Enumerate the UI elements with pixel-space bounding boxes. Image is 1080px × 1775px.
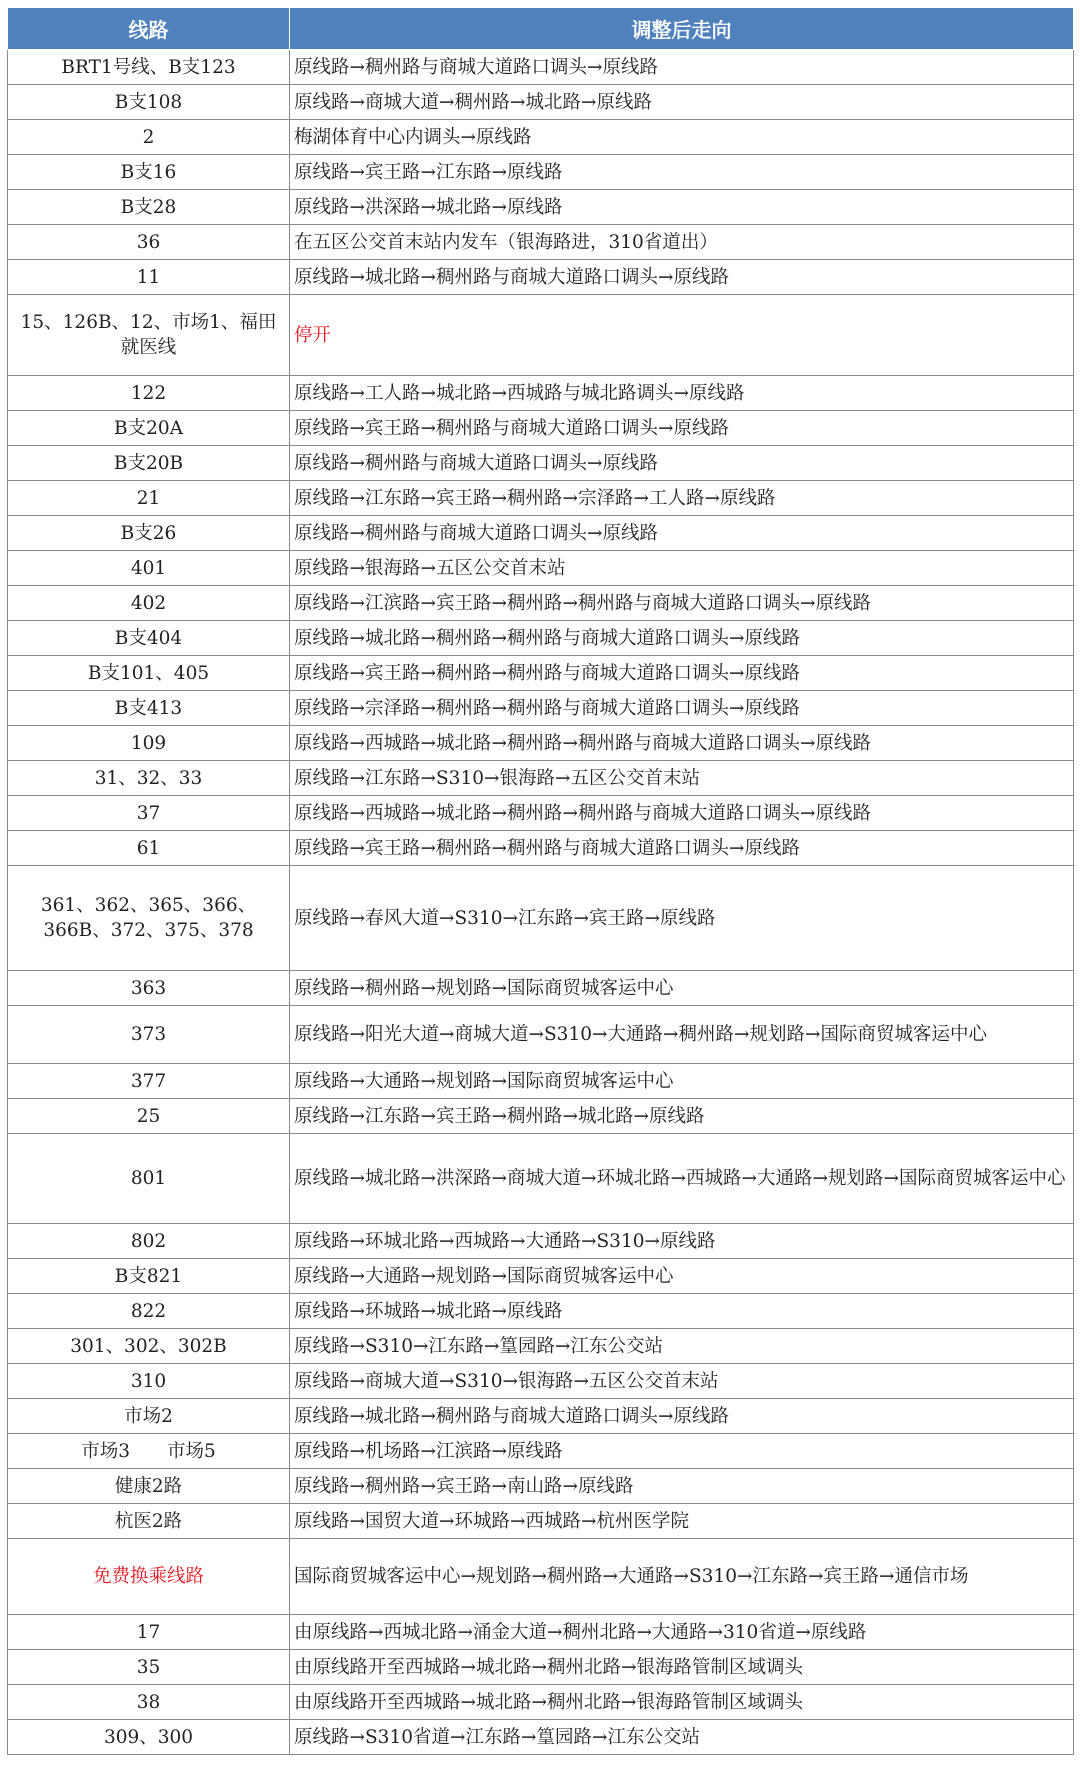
- route-cell: 2: [8, 120, 290, 155]
- table-row: [8, 1469, 1074, 1504]
- route-cell: B支28: [8, 190, 290, 225]
- table-row: [8, 225, 1074, 260]
- route-cell: 402: [8, 586, 290, 621]
- table-row: [8, 656, 1074, 691]
- route-cell: 17: [8, 1615, 290, 1650]
- direction-cell: 原线路→S310→江东路→篁园路→江东公交站: [290, 1329, 1074, 1364]
- direction-cell: 原线路→西城路→城北路→稠州路→稠州路与商城大道路口调头→原线路: [290, 726, 1074, 761]
- route-cell: 401: [8, 551, 290, 586]
- table-row: [8, 120, 1074, 155]
- route-cell: 15、126B、12、市场1、福田就医线: [8, 295, 290, 376]
- route-cell: B支101、405: [8, 656, 290, 691]
- route-cell: B支821: [8, 1259, 290, 1294]
- table-row: [8, 1294, 1074, 1329]
- route-cell: 373: [8, 1006, 290, 1064]
- table-row: [8, 85, 1074, 120]
- direction-cell: 原线路→城北路→洪深路→商城大道→环城北路→西城路→大通路→规划路→国际商贸城客运中心: [290, 1134, 1074, 1224]
- table-row: [8, 1615, 1074, 1650]
- direction-cell: 原线路→江东路→宾王路→稠州路→城北路→原线路: [290, 1099, 1074, 1134]
- route-cell: B支413: [8, 691, 290, 726]
- table-row: [8, 481, 1074, 516]
- route-cell: 36: [8, 225, 290, 260]
- direction-cell: 在五区公交首末站内发车（银海路进，310省道出）: [290, 225, 1074, 260]
- route-cell: 377: [8, 1064, 290, 1099]
- table-header-row: [8, 8, 1074, 50]
- route-cell: 301、302、302B: [8, 1329, 290, 1364]
- table-row: [8, 516, 1074, 551]
- direction-cell: 原线路→稠州路→规划路→国际商贸城客运中心: [290, 971, 1074, 1006]
- direction-cell: 原线路→宾王路→稠州路→稠州路与商城大道路口调头→原线路: [290, 831, 1074, 866]
- route-cell: 31、32、33: [8, 761, 290, 796]
- route-cell: B支108: [8, 85, 290, 120]
- direction-cell: 由原线路开至西城路→城北路→稠州北路→银海路管制区域调头: [290, 1685, 1074, 1720]
- direction-cell: 原线路→环城路→城北路→原线路: [290, 1294, 1074, 1329]
- table-row: [8, 586, 1074, 621]
- table-row: [8, 1006, 1074, 1064]
- table-row: [8, 1650, 1074, 1685]
- direction-cell: 原线路→宾王路→江东路→原线路: [290, 155, 1074, 190]
- table-row: [8, 551, 1074, 586]
- table-row: [8, 1099, 1074, 1134]
- route-cell: 37: [8, 796, 290, 831]
- table-row: [8, 1504, 1074, 1539]
- direction-cell: 原线路→宾王路→稠州路→稠州路与商城大道路口调头→原线路: [290, 656, 1074, 691]
- route-cell: B支20A: [8, 411, 290, 446]
- route-cell: 杭医2路: [8, 1504, 290, 1539]
- direction-cell: 原线路→稠州路与商城大道路口调头→原线路: [290, 516, 1074, 551]
- direction-cell: 原线路→春风大道→S310→江东路→宾王路→原线路: [290, 866, 1074, 971]
- route-cell: B支26: [8, 516, 290, 551]
- table-row: [8, 295, 1074, 376]
- direction-cell: 原线路→商城大道→S310→银海路→五区公交首末站: [290, 1364, 1074, 1399]
- table-row: [8, 621, 1074, 656]
- direction-cell: 原线路→阳光大道→商城大道→S310→大通路→稠州路→规划路→国际商贸城客运中心: [290, 1006, 1074, 1064]
- route-adjustment-table: [7, 7, 1074, 1755]
- table-row: [8, 1064, 1074, 1099]
- route-cell: B支20B: [8, 446, 290, 481]
- route-cell: 309、300: [8, 1720, 290, 1755]
- direction-cell: 原线路→环城北路→西城路→大通路→S310→原线路: [290, 1224, 1074, 1259]
- table-row: [8, 376, 1074, 411]
- table-row: [8, 155, 1074, 190]
- route-cell: 802: [8, 1224, 290, 1259]
- direction-cell: 原线路→稠州路与商城大道路口调头→原线路: [290, 446, 1074, 481]
- direction-cell: 原线路→洪深路→城北路→原线路: [290, 190, 1074, 225]
- direction-cell: 原线路→江滨路→宾王路→稠州路→稠州路与商城大道路口调头→原线路: [290, 586, 1074, 621]
- direction-cell: 由原线路→西城北路→涌金大道→稠州北路→大通路→310省道→原线路: [290, 1615, 1074, 1650]
- direction-cell: 原线路→城北路→稠州路与商城大道路口调头→原线路: [290, 1399, 1074, 1434]
- direction-cell: 原线路→城北路→稠州路与商城大道路口调头→原线路: [290, 260, 1074, 295]
- direction-cell: 原线路→江东路→S310→银海路→五区公交首末站: [290, 761, 1074, 796]
- table-row: [8, 260, 1074, 295]
- route-cell: 38: [8, 1685, 290, 1720]
- header-route: 线路: [8, 8, 290, 50]
- route-cell: 361、362、365、366、366B、372、375、378: [8, 866, 290, 971]
- direction-cell: 原线路→国贸大道→环城路→西城路→杭州医学院: [290, 1504, 1074, 1539]
- table-row: [8, 1329, 1074, 1364]
- direction-cell: 原线路→大通路→规划路→国际商贸城客运中心: [290, 1064, 1074, 1099]
- direction-cell: 原线路→机场路→江滨路→原线路: [290, 1434, 1074, 1469]
- table-row: [8, 1720, 1074, 1755]
- route-cell: 822: [8, 1294, 290, 1329]
- table-row: [8, 1399, 1074, 1434]
- direction-cell: 由原线路开至西城路→城北路→稠州北路→银海路管制区域调头: [290, 1650, 1074, 1685]
- table-row: [8, 50, 1074, 85]
- route-cell: 363: [8, 971, 290, 1006]
- direction-cell: 梅湖体育中心内调头→原线路: [290, 120, 1074, 155]
- table-row: [8, 866, 1074, 971]
- table-row: [8, 726, 1074, 761]
- table-row: [8, 691, 1074, 726]
- route-cell: 市场3 市场5: [8, 1434, 290, 1469]
- table-row: [8, 190, 1074, 225]
- direction-cell: 原线路→S310省道→江东路→篁园路→江东公交站: [290, 1720, 1074, 1755]
- direction-cell: 原线路→江东路→宾王路→稠州路→宗泽路→工人路→原线路: [290, 481, 1074, 516]
- direction-cell: 原线路→工人路→城北路→西城路与城北路调头→原线路: [290, 376, 1074, 411]
- route-cell-free-transfer: 免费换乘线路: [8, 1539, 290, 1615]
- table-row: [8, 1539, 1074, 1615]
- direction-cell: 国际商贸城客运中心→规划路→稠州路→大通路→S310→江东路→宾王路→通信市场: [290, 1539, 1074, 1615]
- route-cell: BRT1号线、B支123: [8, 50, 290, 85]
- table-row: [8, 761, 1074, 796]
- route-cell: 801: [8, 1134, 290, 1224]
- table-row: [8, 831, 1074, 866]
- direction-cell: 原线路→城北路→稠州路→稠州路与商城大道路口调头→原线路: [290, 621, 1074, 656]
- direction-cell: 原线路→宗泽路→稠州路→稠州路与商城大道路口调头→原线路: [290, 691, 1074, 726]
- table-row: [8, 1259, 1074, 1294]
- table-row: [8, 1685, 1074, 1720]
- table-row: [8, 1364, 1074, 1399]
- direction-cell: 原线路→宾王路→稠州路与商城大道路口调头→原线路: [290, 411, 1074, 446]
- route-cell: 109: [8, 726, 290, 761]
- table-row: [8, 411, 1074, 446]
- route-cell: 21: [8, 481, 290, 516]
- route-cell: 310: [8, 1364, 290, 1399]
- table-row: [8, 1224, 1074, 1259]
- table-row: [8, 1434, 1074, 1469]
- direction-cell: 原线路→大通路→规划路→国际商贸城客运中心: [290, 1259, 1074, 1294]
- direction-cell: 原线路→银海路→五区公交首末站: [290, 551, 1074, 586]
- header-direction: 调整后走向: [290, 8, 1074, 50]
- table-row: [8, 1134, 1074, 1224]
- route-cell: 11: [8, 260, 290, 295]
- route-cell: 61: [8, 831, 290, 866]
- route-table-wrapper: [7, 7, 1073, 1755]
- route-cell: 健康2路: [8, 1469, 290, 1504]
- route-cell: 122: [8, 376, 290, 411]
- route-cell: B支16: [8, 155, 290, 190]
- direction-cell: 原线路→商城大道→稠州路→城北路→原线路: [290, 85, 1074, 120]
- route-cell: 35: [8, 1650, 290, 1685]
- table-row: [8, 446, 1074, 481]
- direction-cell: 原线路→西城路→城北路→稠州路→稠州路与商城大道路口调头→原线路: [290, 796, 1074, 831]
- route-cell: 25: [8, 1099, 290, 1134]
- route-cell: 市场2: [8, 1399, 290, 1434]
- direction-cell-suspended: 停开: [290, 295, 1074, 376]
- table-row: [8, 971, 1074, 1006]
- table-row: [8, 796, 1074, 831]
- route-cell: B支404: [8, 621, 290, 656]
- direction-cell: 原线路→稠州路与商城大道路口调头→原线路: [290, 50, 1074, 85]
- direction-cell: 原线路→稠州路→宾王路→南山路→原线路: [290, 1469, 1074, 1504]
